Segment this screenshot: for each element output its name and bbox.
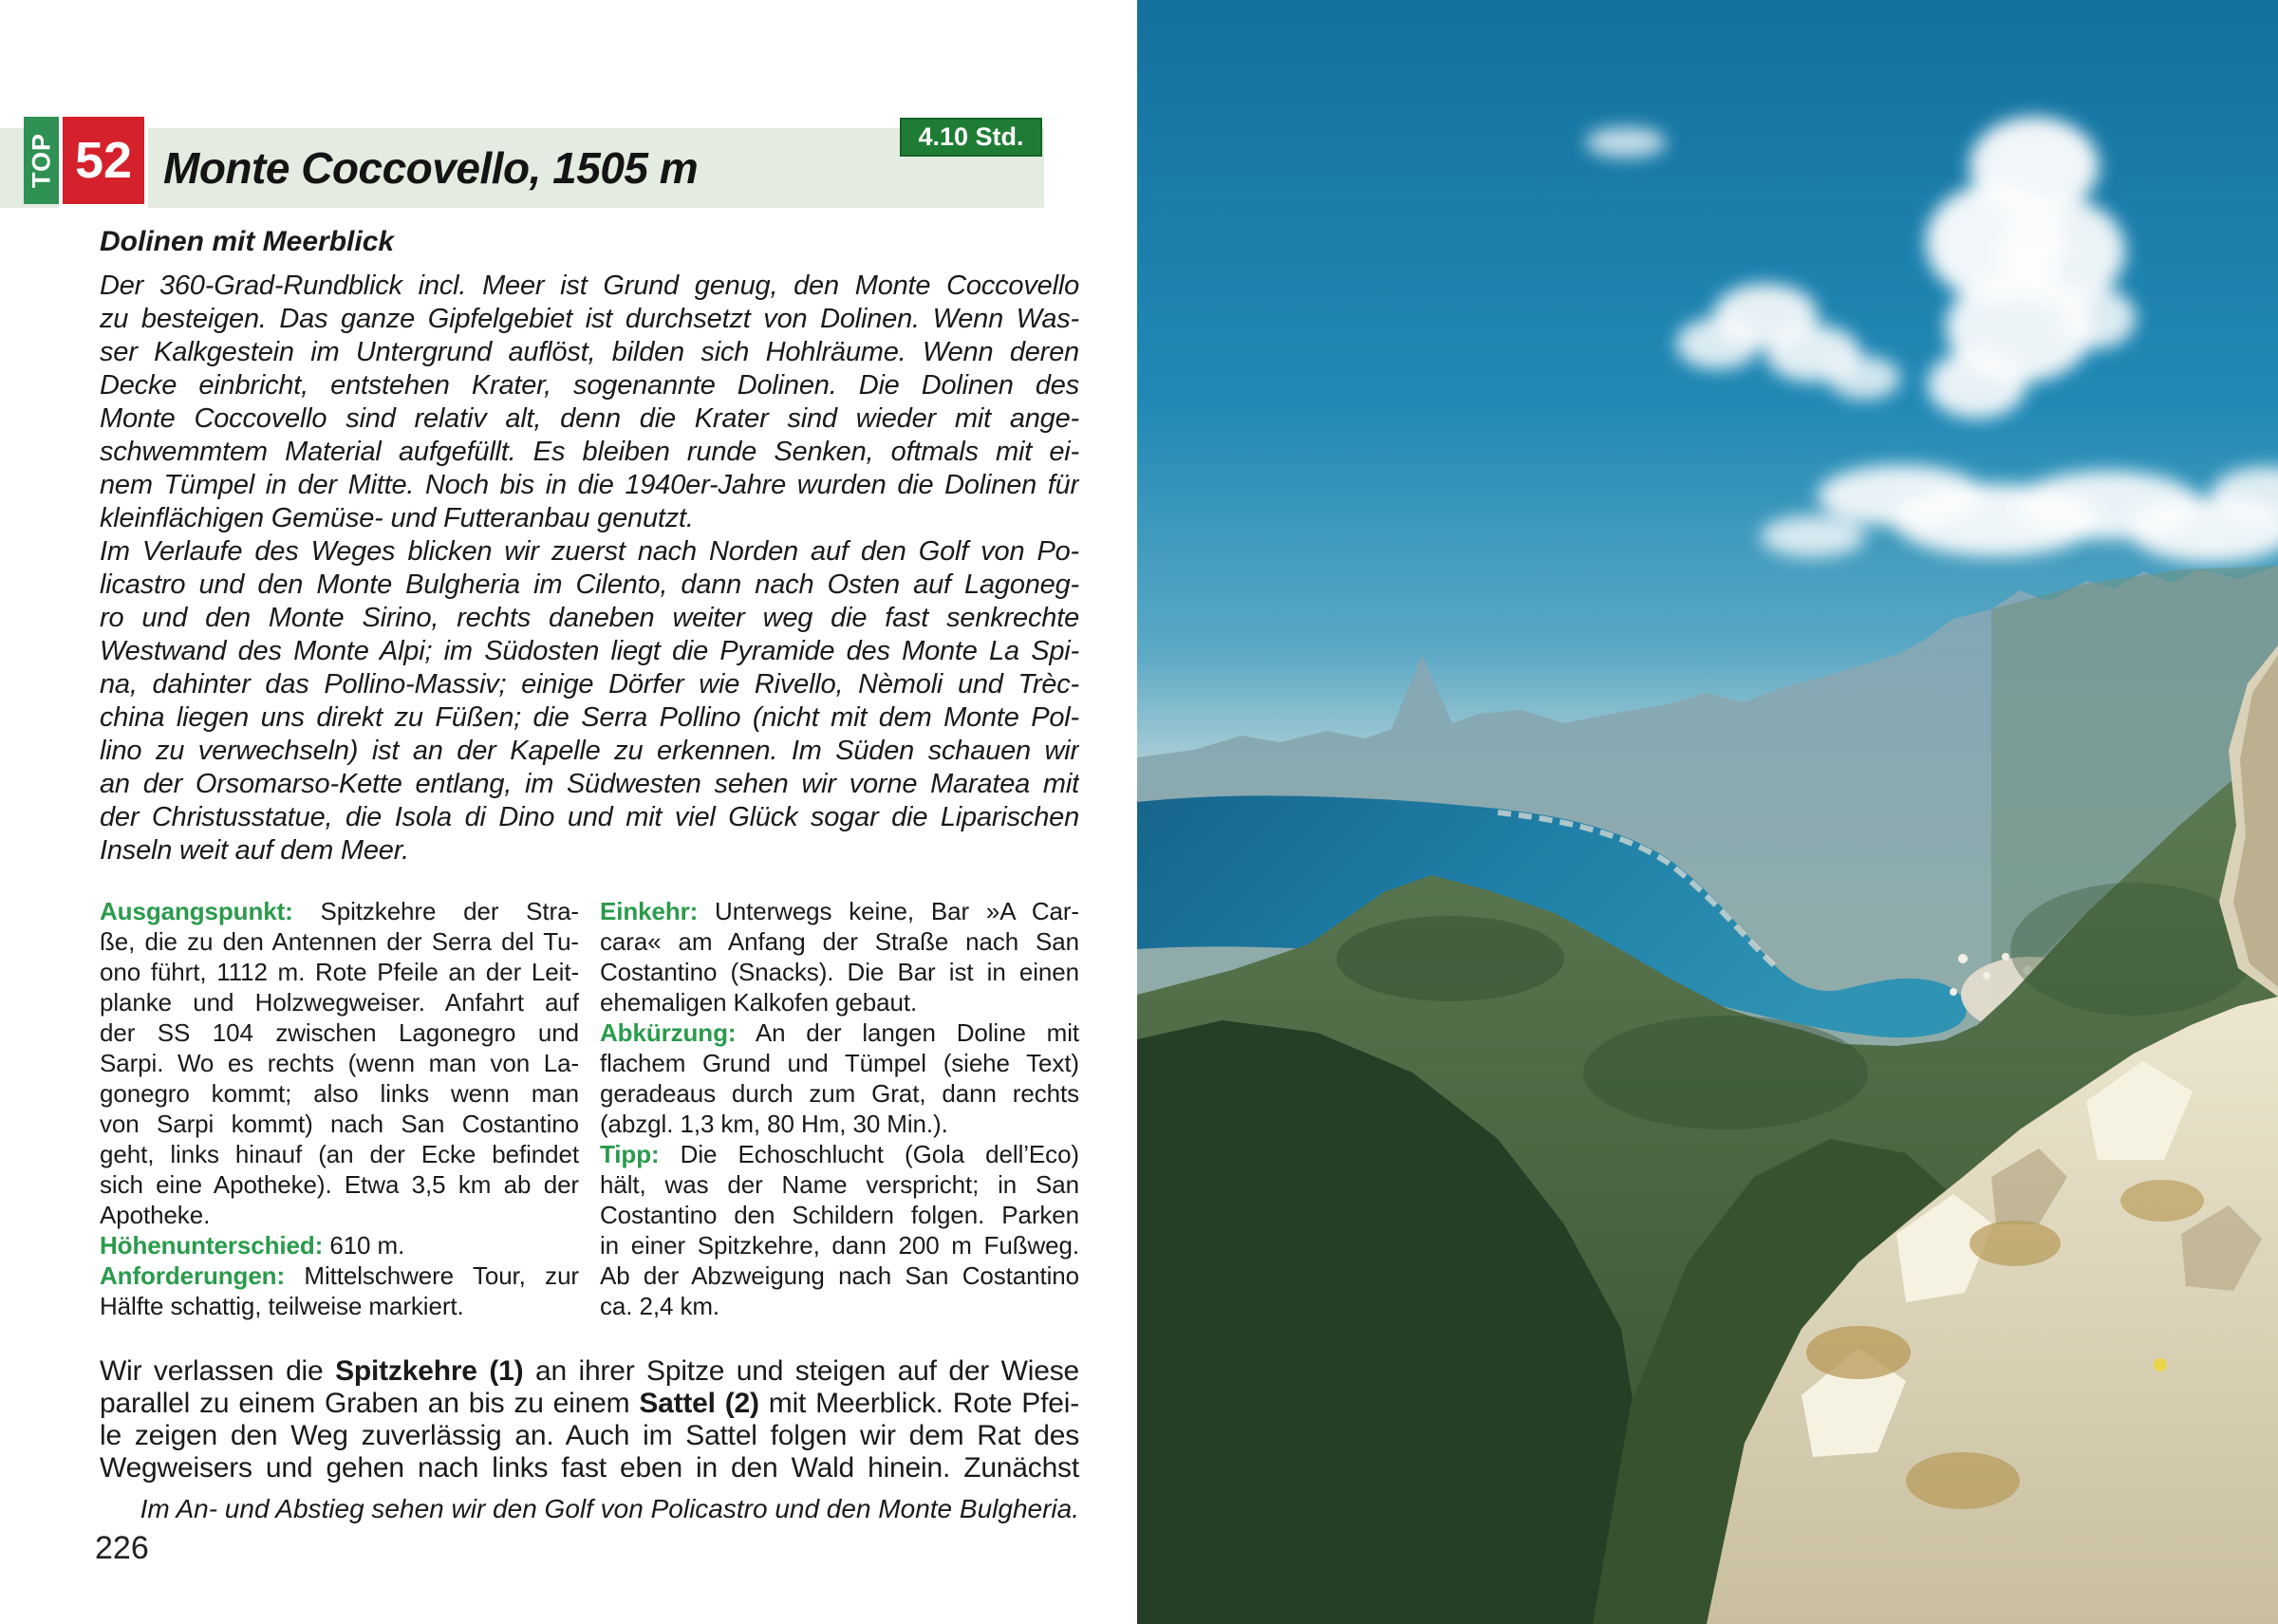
text-line: Costantino (Snacks). Die Bar ist in einen (600, 958, 1079, 986)
text-line: cara« am Anfang der Straße nach San (600, 927, 1079, 956)
text-line: Inseln weit auf dem Meer. (100, 835, 409, 866)
text-line: an der Orsomarso-Kette entlang, im Südwesten sehen wir vorne Maratea mit (100, 769, 1079, 799)
duration-label: 4.10 Std. (918, 122, 1024, 151)
text-line: Sarpi. Wo es rechts (wenn man von La- (100, 1049, 579, 1077)
route-text (100, 1355, 1079, 1484)
duration-badge (900, 118, 1042, 157)
text-line: geradeaus durch zum Grat, dann rechts (600, 1079, 1079, 1108)
top-badge-label: TOP (27, 132, 55, 189)
top-badge (24, 117, 59, 204)
text-line: sich eine Apotheke). Etwa 3,5 km ab der (100, 1170, 579, 1199)
info-right-column (600, 896, 1079, 1321)
info-left-column (100, 896, 579, 1321)
text-line: Hälfte schattig, teilweise markiert. (100, 1292, 464, 1320)
text-line: Wir verlassen die Spitzkehre (1) an ihrer Spitze und steigen auf der Wiese (100, 1355, 1079, 1387)
text-line: planke und Holzwegweiser. Anfahrt auf (100, 988, 579, 1017)
text-line: hält, was der Name verspricht; in San (600, 1170, 1079, 1199)
text-line: Ab der Abzweigung nach San Costantino (600, 1261, 1079, 1290)
text-line: ro und den Monte Sirino, rechts daneben weiter weg die fast senkrechte (100, 603, 1079, 633)
page-number: 226 (95, 1530, 149, 1566)
text-line: ono führt, 1112 m. Rote Pfeile an der Leit- (100, 958, 579, 986)
text-line: parallel zu einem Graben an bis zu einem Sattel (2) mit Meerblick. Rote Pfei- (100, 1388, 1079, 1419)
photo-caption: Im An- und Abstieg sehen wir den Golf von Policastro und den Monte Bulgheria. (140, 1494, 1079, 1523)
text-line: Einkehr: Unterwegs keine, Bar »A Car- (600, 897, 1079, 925)
text-line: china liegen uns direkt zu Füßen; die Serra Pollino (nicht mit dem Monte Pol- (100, 702, 1079, 733)
text-line: kleinflächigen Gemüse- und Futteranbau genutzt. (100, 503, 694, 533)
text-line: Decke einbricht, entstehen Krater, sogenannte Dolinen. Die Dolinen des (100, 370, 1079, 401)
text-line: Höhenunterschied: 610 m. (100, 1231, 405, 1260)
text-line: Apotheke. (100, 1201, 211, 1229)
text-line: ser Kalkgestein im Untergrund auflöst, bilden sich Hohlräume. Wenn deren (100, 337, 1079, 367)
intro-text (100, 270, 1079, 868)
text-line: le zeigen den Weg zuverlässig an. Auch im Sattel folgen wir dem Rat des (100, 1420, 1079, 1451)
text-line: gonegro kommt; also links wenn man (100, 1079, 579, 1108)
text-line: Ausgangspunkt: Spitzkehre der Stra- (100, 897, 579, 925)
text-line: ca. 2,4 km. (600, 1292, 720, 1320)
text-line: Tipp: Die Echoschlucht (Gola dell’Eco) (600, 1140, 1079, 1168)
text-line: ße, die zu den Antennen der Serra del Tu- (100, 927, 579, 956)
text-line: Abkürzung: An der langen Doline mit (600, 1018, 1079, 1047)
text-line: Monte Coccovello sind relativ alt, denn die Krater sind wieder mit ange- (100, 403, 1079, 434)
text-line: Im Verlaufe des Weges blicken wir zuerst nach Norden auf den Golf von Po- (100, 536, 1079, 567)
text-line: in einer Spitzkehre, dann 200 m Fußweg. (600, 1231, 1079, 1260)
text-line: Der 360-Grad-Rundblick incl. Meer ist Grund genug, den Monte Coccovello (100, 271, 1079, 301)
text-line: licastro und den Monte Bulgheria im Cilento, dann nach Osten auf Lagoneg- (100, 569, 1079, 600)
tour-photo (1137, 0, 2278, 1624)
info-columns (100, 896, 1079, 1321)
text-line: (abzgl. 1,3 km, 80 Hm, 30 Min.). (600, 1110, 948, 1138)
text-line: zu besteigen. Das ganze Gipfelgebiet ist durchsetzt von Dolinen. Wenn Was- (100, 304, 1079, 334)
text-line: Costantino den Schildern folgen. Parken (600, 1201, 1079, 1229)
text-line: von Sarpi kommt) nach San Costantino (100, 1110, 579, 1138)
text-line: nem Tümpel in der Mitte. Noch bis in die 1940er-Jahre wurden die Dolinen für (100, 470, 1079, 500)
tour-title: Monte Coccovello, 1505 m (163, 143, 699, 193)
text-line: der SS 104 zwischen Lagonegro und (100, 1018, 579, 1047)
text-line: flachem Grund und Tümpel (siehe Text) (600, 1049, 1079, 1077)
text-line: der Christusstatue, die Isola di Dino und mit viel Glück sogar die Liparischen (100, 802, 1079, 832)
text-line: schwemmtem Material aufgefüllt. Es bleiben runde Senken, oftmals mit ei- (100, 437, 1079, 467)
text-line: geht, links hinauf (an der Ecke befindet (100, 1140, 579, 1168)
text-line: Anforderungen: Mittelschwere Tour, zur (100, 1261, 579, 1290)
text-line: Wegweisers und gehen nach links fast eben in den Wald hinein. Zunächst (100, 1452, 1079, 1484)
section-heading: Dolinen mit Meerblick (100, 226, 395, 257)
tour-number: 52 (74, 132, 133, 189)
text-line: Westwand des Monte Alpi; im Südosten liegt die Pyramide des Monte La Spi- (100, 636, 1079, 666)
text-line: lino zu verwechseln) ist an der Kapelle zu erkennen. Im Süden schauen wir (100, 736, 1079, 766)
tour-number-badge (63, 117, 144, 204)
text-line: ehemaligen Kalkofen gebaut. (600, 988, 918, 1017)
text-line: na, dahinter das Pollino-Massiv; einige Dörfer wie Rivello, Nèmoli und Trèc- (100, 669, 1079, 700)
